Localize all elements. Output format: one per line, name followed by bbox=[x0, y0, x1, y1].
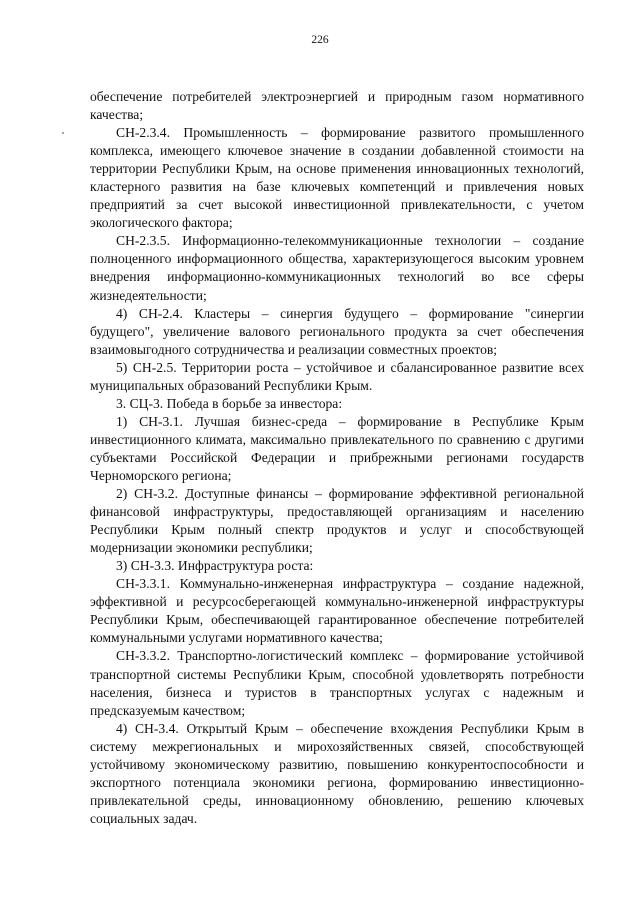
body-text bbox=[90, 88, 584, 828]
paragraph-8: 2) СН-3.2. Доступные финансы – формирование эффективной региональной финансовой инфраструктуры, предоставляющей организациям и населению Республики Крым полный спектр продуктов и услуг и способствующей модернизации экономики республики; bbox=[90, 486, 584, 556]
paragraph-5: 5) СН-2.5. Территории роста – устойчивое и сбалансированное развитие всех муниципальных образований Республики Крым. bbox=[90, 359, 584, 393]
paragraph-7: 1) СН-3.1. Лучшая бизнес-среда – формирование в Республике Крым инвестиционного климата, максимально привлекательного по сравнению с другими субъектами Российской Федерации и прибрежными регионами государств Черноморского региона; bbox=[90, 413, 584, 483]
page-number: 226 bbox=[311, 34, 329, 46]
paragraph-11: СН-3.3.2. Транспортно-логистический комплекс – формирование устойчивой транспортной системы Республики Крым, способной удовлетворять потребности населения, бизнеса и туристов в транспортных услугах с надежным и предсказуемым качеством; bbox=[90, 648, 584, 718]
paragraph-6: 3. СЦ-3. Победа в борьбе за инвестора: bbox=[116, 395, 343, 411]
paragraph-1: обеспечение потребителей электроэнергией и природным газом нормативного качества; bbox=[90, 89, 584, 123]
paragraph-12: 4) СН-3.4. Открытый Крым – обеспечение вхождения Республики Крым в систему межрегиональных и мирохозяйственных связей, способствующей устойчивому экономическому развитию, повышению конкурентоспособности и экспортного потенциала экономики региона, формированию инвестиционно-привлекательной среды, инновационному обновлению, решению ключевых социальных задач. bbox=[90, 720, 584, 826]
margin-dot bbox=[62, 132, 64, 134]
paragraph-2: СН-2.3.4. Промышленность – формирование развитого промышленного комплекса, имеющего ключевое значение в создании добавленной стоимости на территории Республики Крым, на основе применения инновационных технологий, кластерного развития на базе ключевых компетенций и привлечения новых предприятий за счет высокой инвестиционной привлекательности, с учетом экологического фактора; bbox=[90, 125, 584, 231]
paragraph-3: СН-2.3.5. Информационно-телекоммуникационные технологии – создание полноценного информационного общества, характеризующегося высоким уровнем внедрения информационно-коммуникационных технологий во все сферы жизнедеятельности; bbox=[90, 233, 584, 303]
paragraph-9: 3) СН-3.3. Инфраструктура роста: bbox=[116, 558, 314, 574]
paragraph-10: СН-3.3.1. Коммунально-инженерная инфраструктура – создание надежной, эффективной и ресурсосберегающей коммунально-инженерной инфраструктуры Республики Крым, обеспечивающей гарантированное обеспечение потребителей коммунальными услугами нормативного качества; bbox=[90, 576, 584, 646]
paragraph-4: 4) СН-2.4. Кластеры – синергия будущего – формирование "синергии будущего", увеличение валового регионального продукта за счет обеспечения взаимовыгодного сотрудничества и реализации совместных проектов; bbox=[90, 305, 584, 357]
